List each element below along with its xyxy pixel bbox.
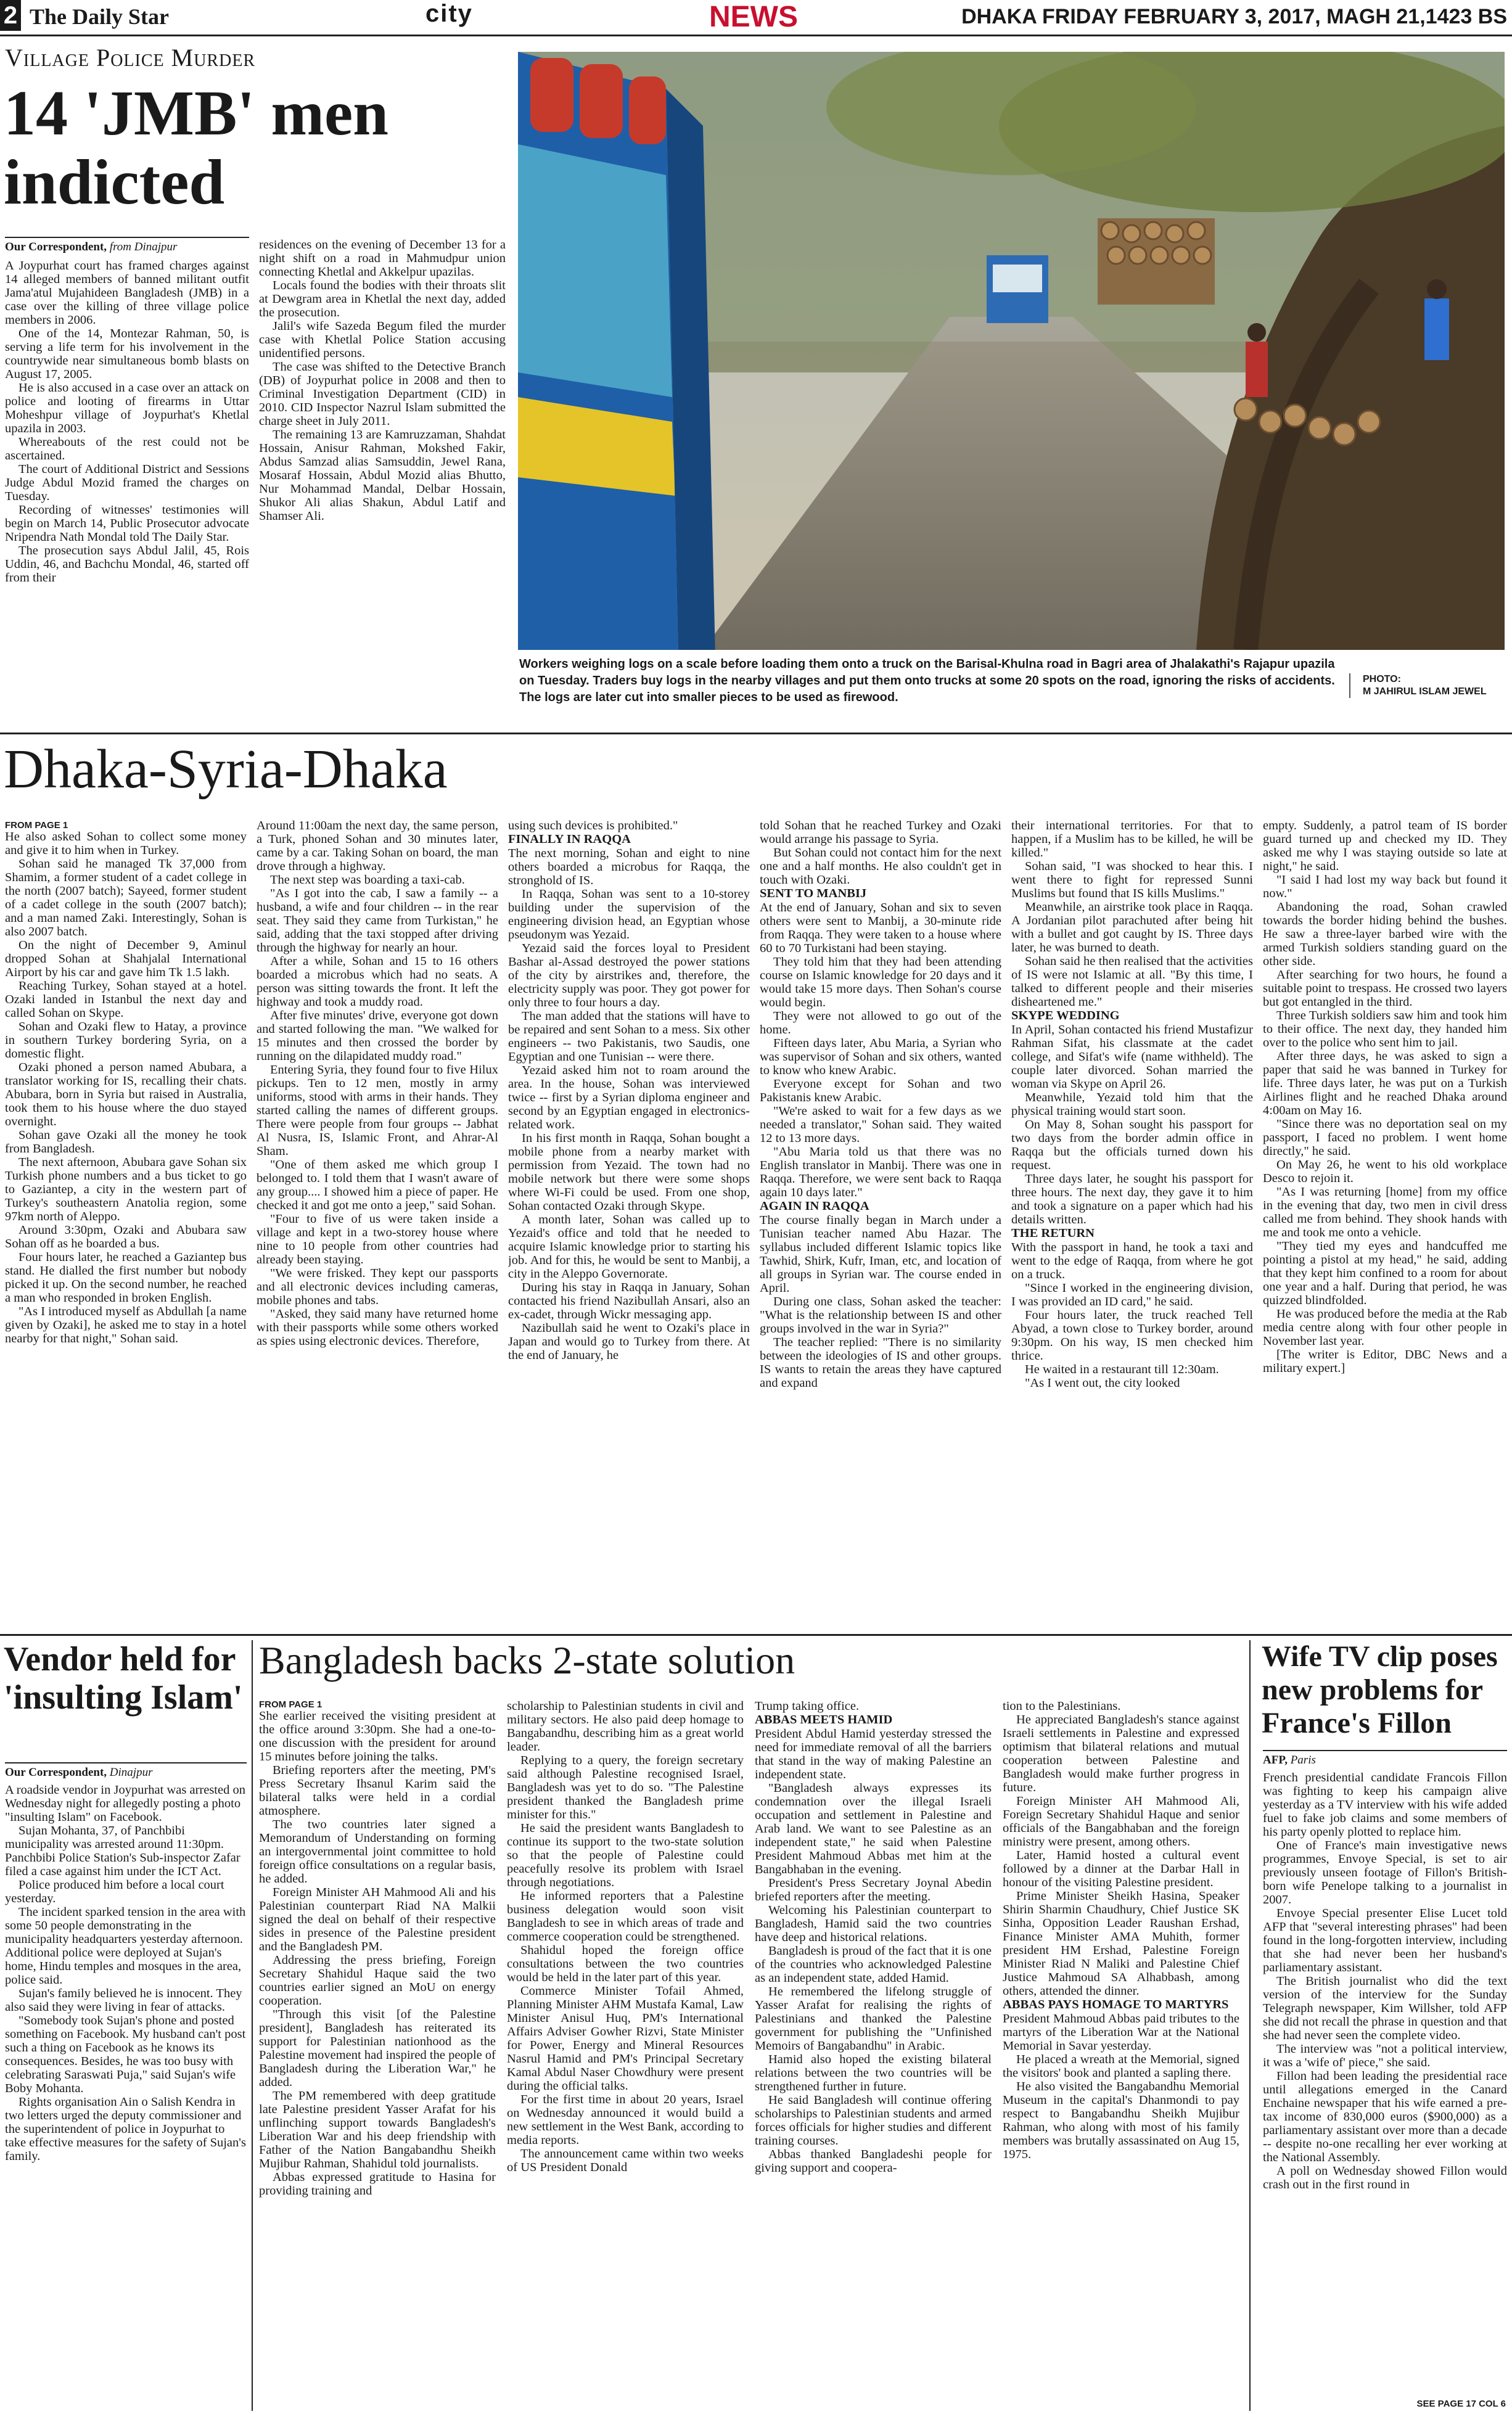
jmb-headline-line2: indicted: [4, 147, 225, 218]
paragraph: "As I went out, the city looked: [1025, 1376, 1180, 1390]
paragraph: The PM remembered with deep gratitude late Palestine president Yasser Arafat for his unflinching support towards Bangladesh's Liberation War and his deep friendship with Father of the Nation Bangabandhu Sheikh Mujibur Rahman, Shahidul told journalists.: [259, 2089, 496, 2170]
paragraph: Locals found the bodies with their throats slit at Dewgram area in Khetlal the next day, added the prosecution.: [259, 279, 506, 319]
paragraph: The next morning, Sohan and eight to nine others boarded a microbus for Raqqa, the stronghold of IS.: [508, 847, 750, 887]
paragraph: Commerce Minister Tofail Ahmed, Planning Minister AHM Mustafa Kamal, Law Minister Anisul Huq, PM's International Affairs Adviser Gowher Rizvi, State Minister for Power, Energy and Mineral Resources Nasrul Hamid and PM's Principal Secretary Kamal Abdul Naser Chowdhury were present during the official talks.: [507, 1984, 744, 2093]
paragraph: Yezaid said the forces loyal to President Bashar al-Assad destroyed the power stations of the city by airstrikes and, therefore, the electricity supply was poor. They got power for only three to four hours a day.: [508, 942, 750, 1009]
paragraph: He said Bangladesh will continue offering scholarships to Palestinian students and armed forces officials for higher studies and different training courses.: [755, 2093, 992, 2148]
paragraph: Briefing reporters after the meeting, PM's Press Secretary Ihsanul Karim said the bilateral talks were held in a cordial atmosphere.: [259, 1763, 496, 1818]
paragraph: "As I got into the cab, I saw a family -- a husband, a wife and four children -- in the rear seat. They said they came from Turkistan," he said, adding that the taxi stopped after driving through the highway for nearly an hour.: [257, 887, 498, 955]
paragraph: One of the 14, Montezar Rahman, 50, is serving a life term for his involvement in the countrywide near simultaneous bomb blasts on August 17, 2005.: [5, 327, 249, 381]
paragraph: They told him that they had been attending course on Islamic knowledge for 20 days and it would take 15 more days. Then Sohan's course would begin.: [760, 955, 1001, 1009]
syria-column-4: [760, 819, 1001, 1624]
paragraph: Sohan and Ozaki flew to Hatay, a province in southern Turkey bordering Syria, on a domestic flight.: [5, 1020, 247, 1061]
paragraph: Prime Minister Sheikh Hasina, Speaker Shirin Sharmin Chaudhury, Chief Justice SK Sinha, Opposition Leader Raushan Ershad, Finance Minister AMA Muhith, former president HM Ershad, Palestine Foreign Minister Riad N Maliki and Palestine Chief Justice Mahmoud SA Alhabbash, among others, attended the dinner.: [1003, 1889, 1239, 1998]
paragraph: After searching for two hours, he found a suitable point to trespass. He crossed two layers but got entangled in the third.: [1263, 968, 1507, 1009]
paragraph: She earlier received the visiting president at the office around 3:30pm. She had a one-to-one discussion with the president for around 15 minutes before joining the talks.: [259, 1709, 496, 1763]
paragraph: After a while, Sohan and 15 to 16 others boarded a microbus which had no seats. A person was sitting towards the front. It left the highway and took a muddy road.: [257, 955, 498, 1009]
bd-headline: Bangladesh backs 2-state solution: [259, 1638, 795, 1682]
paragraph: Foreign Minister AH Mahmood Ali and his Palestinian counterpart Riad NA Malkii signed the deal on behalf of their respective sides in presence of the Palestine president and the Bangladesh PM.: [259, 1886, 496, 1953]
paragraph: Sohan said, "I was shocked to hear this. I went there to fight for repressed Sunni Muslims but found that IS kills Muslims.": [1011, 860, 1253, 900]
paragraph: On the night of December 9, Aminul dropped Sohan at Shahjalal International Airport by his car and gave him Tk 1.5 lakh.: [5, 938, 247, 979]
vendor-headline: Vendor held for 'insulting Islam': [4, 1640, 243, 1717]
section-label: city: [425, 0, 473, 27]
paragraph: Bangladesh is proud of the fact that it is one of the countries who acknowledged Palestine as an independent state, added Hamid.: [755, 1944, 992, 1985]
subheading: ABBAS MEETS HAMID: [755, 1713, 893, 1726]
vendor-byline: Our Correspondent, Dinajpur: [5, 1762, 247, 1780]
paragraph: Abbas expressed gratitude to Hasina for providing training and: [259, 2170, 496, 2198]
fillon-body: [1263, 1771, 1507, 2394]
paragraph: Four hours later, he reached a Gaziantep bus stand. He dialled the first number but nobody picked it up. On the second number, he reached a man who responded in broken English.: [5, 1250, 247, 1305]
paragraph: "As I was returning [home] from my office in the evening that day, two men in civil dress called me from behind. They shook hands with me and took me onto a vehicle.: [1263, 1185, 1507, 1239]
paragraph: "I said I had lost my way back but found it now.": [1263, 873, 1507, 900]
paragraph: Police produced him before a local court yesterday.: [5, 1878, 224, 1905]
paragraph: "They tied my eyes and handcuffed me pointing a pistol at my head," he said, adding that they kept him confined to a room for about one year and a half. During that period, he was quizzed blindfolded.: [1263, 1239, 1507, 1307]
paragraph: Three Turkish soldiers saw him and took him to their office. The next day, they handed him over to the police who sent him to jail.: [1263, 1009, 1507, 1049]
paragraph: The next step was boarding a taxi-cab.: [270, 873, 465, 887]
paragraph: For the first time in about 20 years, Israel on Wednesday announced it would build a new settlement in the West Bank, according to media reports.: [507, 2093, 744, 2147]
paragraph: During his stay in Raqqa in January, Sohan contacted his friend Nazibullah Ansari, also an ex-cadet, through Wickr messaging app.: [508, 1281, 750, 1321]
paragraph: He appreciated Bangladesh's stance against Israeli settlements in Palestine and expressed optimism that bilateral relations and mutual cooperation between Palestine and Bangladesh would make further progress in future.: [1003, 1713, 1239, 1794]
paragraph: Around 11:00am the next day, the same person, a Turk, phoned Sohan and 30 minutes later, came by a car. Taking Sohan on board, the man drove through a highway.: [257, 819, 498, 873]
fillon-byline: AFP, Paris: [1263, 1750, 1507, 1767]
paragraph: "Since I worked in the engineering division, I was provided an ID card," he said.: [1011, 1281, 1253, 1308]
paragraph: The man added that the stations will have to be repaired and sent Sohan to a mess. Six other engineers -- two Pakistanis, two Saudis, one Egyptian and one Tunisian -- were there.: [508, 1009, 750, 1064]
paragraph: In April, Sohan contacted his friend Mustafizur Rahman Sifat, his classmate at the cadet college, and Sifat's wife (name withheld). The couple later divorced. Sohan married the woman via Skype on April 26.: [1011, 1023, 1253, 1091]
paragraph: The remaining 13 are Kamruzzaman, Shahdat Hossain, Anisur Rahman, Mokshed Fakir, Abdus Samzad alias Samsuddin, Jewel Rana, Mosaraf Hossain, Abdul Mozid alias Bhutto, Nur Mohammad Mandal, Delbar Hossain, Shukor Ali alias Shakun, Abdul Latif and Shamser Ali.: [259, 428, 506, 523]
paragraph: "One of them asked me which group I belonged to. I told them that I wasn't aware of any group.... I showed him a piece of paper. He checked it and got me onto a jeep," said Sohan.: [257, 1158, 498, 1212]
paragraph: Meanwhile, an airstrike took place in Raqqa. A Jordanian pilot parachuted after being hit with a bullet and got caught by IS. Three days later, he was burned to death.: [1011, 900, 1253, 955]
paragraph: Reaching Turkey, Sohan stayed at a hotel. Ozaki landed in Istanbul the next day and called Sohan on Skype.: [5, 979, 247, 1020]
paragraph: He also visited the Bangabandhu Memorial Museum in the capital's Dhanmondi to pay respect to Bangabandhu Sheikh Mujibur Rahman, who along with most of his family members was brutally assassinated on Aug 15, 1975.: [1003, 2080, 1239, 2161]
jmb-column-2: [259, 238, 506, 728]
paragraph: Later, Hamid hosted a cultural event followed by a dinner at the Darbar Hall in honour of the visiting Palestine president.: [1003, 1849, 1239, 1889]
paragraph: their international territories. For that to happen, if a Muslim has to be killed, he will be killed.": [1011, 819, 1253, 860]
fillon-headline: Wife TV clip poses new problems for France's Fillon: [1262, 1640, 1498, 1739]
subheading: FINALLY IN RAQQA: [508, 832, 631, 846]
news-photo: [518, 52, 1505, 650]
paragraph: During one class, Sohan asked the teacher: "What is the relationship between IS and other groups involved in the war in Syria?": [760, 1295, 1001, 1336]
paragraph: With the passport in hand, he took a taxi and went to the edge of Raqqa, from where he got on a truck.: [1011, 1241, 1253, 1281]
paragraph: The British journalist who did the text version of the interview for the Sunday Telegraph newspaper, Kim Willsher, told AFP she did not recall the phrase in question and that she had never seen the complete video.: [1263, 1974, 1507, 2042]
paragraph: Envoye Special presenter Elise Lucet told AFP that "several interesting phrases" had been found in the long-forgotten interview, including that she had never been her husband's parliamentary assistant.: [1263, 1907, 1507, 1974]
jmb-headline-line1: 14 'JMB' men: [4, 78, 388, 149]
paragraph: Recording of witnesses' testimonies will begin on March 14, Public Prosecutor advocate Nripendra Nath Mondal told The Daily Star.: [5, 503, 249, 544]
paragraph: They were not allowed to go out of the home.: [760, 1009, 1001, 1037]
paper-name: The Daily Star: [30, 4, 170, 29]
paragraph: "Bangladesh always expresses its condemnation over the illegal Israeli occupation and settlement in Palestine and Arab land. We want to see Palestine as an independent state," he said when Palestine President Mahmoud Abbas met him at the Bangabhaban in the evening.: [755, 1781, 992, 1876]
syria-column-1: [5, 830, 247, 1624]
paragraph: Hamid also hoped the existing bilateral relations between the two countries will be strengthened further in future.: [755, 2053, 992, 2093]
paragraph: told Sohan that he reached Turkey and Ozaki would arrange his passage to Syria.: [760, 819, 1001, 846]
paragraph: Everyone except for Sohan and two Pakistanis knew Arabic.: [760, 1077, 1001, 1104]
paragraph: On May 26, he went to his old workplace Desco to rejoin it.: [1263, 1158, 1507, 1185]
paragraph: Sohan gave Ozaki all the money he took from Bangladesh.: [5, 1128, 247, 1156]
syria-from-page: FROM PAGE 1: [5, 820, 68, 831]
paragraph: The incident sparked tension in the area with some 50 people demonstrating in the municipality headquarters yesterday afternoon. Additional police were deployed at Sujan's home, Hindu temples and mosques in the area, police said.: [5, 1905, 246, 1987]
section-divider-2: [0, 1634, 1512, 1636]
paragraph: Abbas thanked Bangladeshi people for giving support and coopera-: [755, 2148, 992, 2175]
paragraph: Replying to a query, the foreign secretary said although Palestine recognised Israel, Bangladesh was yet to do so. "The Palestine president thanked the Bangladesh prime minister for this.": [507, 1754, 744, 1821]
paragraph: Around 3:30pm, Ozaki and Abubara saw Sohan off as he boarded a bus.: [5, 1223, 247, 1250]
paragraph: "Asked, they said many have returned home with their passports while some others worked as spies using electronic devices. Therefore,: [257, 1307, 498, 1348]
jmb-headline: [4, 79, 509, 217]
paragraph: Sujan's family believed he is innocent. They also said they were living in fear of attacks.: [5, 1987, 242, 2014]
paragraph: Yezaid asked him not to roam around the area. In the house, Sohan was interviewed twice -- first by a Syrian diploma engineer and second by an Egyptian engaged in electronics-related work.: [508, 1064, 750, 1131]
bd-column-4: [1003, 1699, 1239, 2411]
paragraph: The announcement came within two weeks of US President Donald: [507, 2147, 744, 2174]
page-header: [0, 0, 1512, 36]
paragraph: Welcoming his Palestinian counterpart to Bangladesh, Hamid said the two countries have deep and historical relations.: [755, 1903, 992, 1944]
jmb-kicker: Village Police Murder: [5, 44, 256, 72]
paragraph: He remembered the lifelong struggle of Yasser Arafat for realising the rights of Palestinians and thanked the Palestine government for publishing the "Unfinished Memoirs of Bangabandhu" in Arabic.: [755, 1985, 992, 2053]
syria-column-2: [257, 819, 498, 1624]
paragraph: A roadside vendor in Joypurhat was arrested on Wednesday night for allegedly posting a photo "insulting Islam" on Facebook.: [5, 1783, 245, 1824]
paragraph: He informed reporters that a Palestine business delegation would soon visit Bangladesh to see in which areas of trade and commerce cooperation could be strengthened.: [507, 1889, 744, 1944]
paragraph: Shahidul hoped the foreign office consultations between the two countries would be held in the later part of this year.: [507, 1944, 744, 1984]
paragraph: Nazibullah said he went to Ozaki's place in Japan and would go to Turkey from there. At the end of January, he: [508, 1321, 750, 1362]
paragraph: Sohan said he then realised that the activities of IS were not Islamic at all. "By this time, I talked to different people and their miseries disheartened me.": [1011, 955, 1253, 1009]
paragraph: Whereabouts of the rest could not be ascertained.: [5, 435, 249, 462]
paragraph: On May 8, Sohan sought his passport for two days from the border admin office in Raqqa but the officials turned down his request.: [1011, 1118, 1253, 1172]
paragraph: empty. Suddenly, a patrol team of IS border guard turned up and checked my ID. They asked me why I was staying outside so late at night," he said.: [1263, 819, 1507, 873]
paragraph: At the end of January, Sohan and six to seven others were sent to Manbij, a 30-minute ride from Raqqa. They were taken to a house where 60 to 70 Turkistani had been staying.: [760, 901, 1001, 955]
paragraph: "Four to five of us were taken inside a village and kept in a two-storey house where nine to 10 people from other countries had already been staying.: [257, 1212, 498, 1267]
subheading: SKYPE WEDDING: [1011, 1009, 1120, 1022]
syria-column-6: [1263, 819, 1507, 1624]
logging-road-illustration: [518, 52, 1505, 650]
paragraph: Sujan Mohanta, 37, of Panchbibi municipality was arrested around 11:30pm. Panchbibi Police Station's Sub-inspector Zafar filed a case against him under the ICT Act.: [5, 1824, 240, 1878]
syria-headline: Dhaka-Syria-Dhaka: [4, 739, 448, 800]
bd-column-1: [259, 1709, 496, 2411]
paragraph: But Sohan could not contact him for the next one and a half months. He also couldn't get in touch with Ozaki.: [760, 846, 1001, 887]
dateline: DHAKA FRIDAY FEBRUARY 3, 2017, MAGH 21,1423 BS: [961, 5, 1507, 28]
paragraph: He was produced before the media at the Rab media centre along with four other people in November last year.: [1263, 1307, 1507, 1348]
paragraph: tion to the Palestinians.: [1003, 1699, 1121, 1713]
paragraph: President's Press Secretary Joynal Abedin briefed reporters after the meeting.: [755, 1876, 992, 1903]
paragraph: "Somebody took Sujan's phone and posted something on Facebook. My husband can't post such a thing on Facebook as he knows its consequences. Besides, he was too busy with celebrating Saraswati Puja," said Sujan's wife Boby Mohanta.: [5, 2014, 246, 2095]
paragraph: Rights organisation Ain o Salish Kendra in two letters urged the deputy commissioner and the superintendent of police in Joypurhat to take effective measures for the safety of Sujan's family.: [5, 2095, 246, 2163]
paragraph: Three days later, he sought his passport for three hours. The next day, they gave it to him and took a signature on a paper which had his details written.: [1011, 1172, 1253, 1226]
paragraph: He waited in a restaurant till 12:30am.: [1025, 1363, 1219, 1376]
paragraph: residences on the evening of December 13 for a night shift on a road in Mahmudpur union connecting Khetlal and Akkelpur upazilas.: [259, 238, 506, 279]
paragraph: The court of Additional District and Sessions Judge Abdul Mozid framed the charges on Tuesday.: [5, 462, 249, 503]
paragraph: After three days, he was asked to sign a paper that said he was banned in Turkey for life. Three days later, he was put on a Turkish Airlines flight and he reached Dhaka around 4:00am on May 16.: [1263, 1049, 1507, 1117]
bd-column-3: [755, 1699, 992, 2411]
subheading: ABBAS PAYS HOMAGE TO MARTYRS: [1003, 1998, 1229, 2011]
paragraph: He said the president wants Bangladesh to continue its support to the two-state solution so that the people of Palestine could peacefully resolve its problem with Israel through negotiations.: [507, 1821, 744, 1889]
photo-credit-label: PHOTO:: [1363, 674, 1401, 684]
photo-caption: Workers weighing logs on a scale before loading them onto a truck on the Barisal-Khulna road in Bagri area of Jhalakathi's Rajapur upazila on Tuesday. Traders buy logs in the nearby villages and put them onto trucks at some 20 spots on the road, ignoring the risks of accidents. The logs are later cut into smaller pieces to be used as firewood.: [519, 657, 1335, 704]
paragraph: Foreign Minister AH Mahmood Ali, Foreign Secretary Shahidul Haque and senior officials of the Bangabhaban and the foreign ministry were present, among others.: [1003, 1794, 1239, 1849]
paragraph: scholarship to Palestinian students in civil and military sectors. He also paid deep homage to Bangabandhu, describing him as a great world leader.: [507, 1699, 744, 1754]
jmb-byline: Our Correspondent, from Dinajpur: [5, 237, 249, 254]
paragraph: The interview was "not a political interview, it was a 'wife of' piece," she said.: [1263, 2042, 1507, 2069]
paragraph: French presidential candidate Francois Fillon was fighting to keep his campaign alive yesterday as a TV interview with his wife added fuel to fake job claims and some members of his party openly plotted to replace him.: [1263, 1771, 1507, 1839]
subheading: SENT TO MANBIJ: [760, 887, 867, 900]
paragraph: President Abdul Hamid yesterday stressed the need for immediate removal of all the barriers that stand in the way of making Palestine an independent state.: [755, 1727, 992, 1781]
paragraph: The prosecution says Abdul Jalil, 45, Rois Uddin, 46, and Bachchu Mondal, 46, started off from their: [5, 544, 249, 585]
paragraph: He also asked Sohan to collect some money and give it to him when in Turkey.: [5, 830, 247, 857]
paragraph: Sohan said he managed Tk 37,000 from Shamim, a former student of a cadet college in the north (2007 batch); Sayeed, former student of a cadet college in the south (2007 batch); and a man named Zaki. Interestingly, Sohan is also 2007 batch.: [5, 857, 247, 938]
vendor-body: [5, 1783, 247, 2411]
paragraph: [The writer is Editor, DBC News and a military expert.]: [1263, 1348, 1507, 1375]
vertical-rule-left: [252, 1640, 253, 2411]
paragraph: Fifteen days later, Abu Maria, a Syrian who was supervisor of Sohan and six others, wanted to know who knew Arabic.: [760, 1037, 1001, 1077]
vertical-rule-right: [1249, 1640, 1251, 2411]
paragraph: The case was shifted to the Detective Branch (DB) of Joypurhat police in 2008 and then to Criminal Investigation Department (CID) in 2010. CID Inspector Nazrul Islam submitted the charge sheet in July 2011.: [259, 360, 506, 428]
subheading: THE RETURN: [1011, 1226, 1095, 1240]
paragraph: In his first month in Raqqa, Sohan bought a mobile phone from a nearby market with permission from Yezaid. The town had no mobile network but there were some shops where Wi-Fi could be used. From one shop, Sohan contacted Ozaki through Skype.: [508, 1131, 750, 1213]
syria-column-3: [508, 819, 750, 1624]
bd-column-2: [507, 1699, 744, 2411]
paragraph: He placed a wreath at the Memorial, signed the visitors' book and planted a sapling there.: [1003, 2053, 1239, 2080]
paragraph: Four hours later, the truck reached Tell Abyad, a town close to Turkey border, around 9:30pm. On his way, IS men checked him thrice.: [1011, 1308, 1253, 1363]
photo-credit: [1349, 673, 1512, 698]
paragraph: One of France's main investigative news programmes, Envoye Special, is set to air previously unseen footage of Fillon's British-born wife Penelope talking to a journalist in 2007.: [1263, 1839, 1507, 1907]
paragraph: "Abu Maria told us that there was no English translator in Manbij. There was one in Raqqa. Therefore, we were sent back to Raqqa again 10 days later.": [760, 1145, 1001, 1199]
paragraph: A poll on Wednesday showed Fillon would crash out in the first round in: [1263, 2164, 1507, 2191]
paragraph: After five minutes' drive, everyone got down and started following the man. "We walked for 15 minutes and then crossed the border by running on the dilapidated muddy road.": [257, 1009, 498, 1063]
paragraph: Ozaki phoned a person named Abubara, a translator working for IS, recalling their chats. Abubara, born in Syria but raised in Australia, took them to his house where the duo stayed overnight.: [5, 1061, 247, 1128]
section-right-label: NEWS: [709, 1, 798, 33]
paragraph: Trump taking office.: [755, 1699, 860, 1713]
paragraph: "We're asked to wait for a few days as we needed a translator," Sohan said. They waited 12 to 13 more days.: [760, 1104, 1001, 1145]
paragraph: "As I introduced myself as Abdullah [a name given by Ozaki], he asked me to stay in a hotel nearby for that night," Sohan said.: [5, 1305, 247, 1345]
paragraph: He is also accused in a case over an attack on police and looting of firearms in Uttar Moheshpur village of Joypurhat's Khetlal upazila in 2003.: [5, 381, 249, 435]
paragraph: The teacher replied: "There is no similarity between the ideologies of IS and other groups. IS wants to retain the areas they have captured and expand: [760, 1336, 1001, 1390]
paragraph: Jalil's wife Sazeda Begum filed the murder case with Khetlal Police Station accusing unidentified persons.: [259, 319, 506, 360]
paragraph: The two countries later signed a Memorandum of Understanding on forming an intergovernmental joint committee to hold foreign office consultations on a regular basis, he added.: [259, 1818, 496, 1886]
see-page-jump: SEE PAGE 17 COL 6: [1416, 2399, 1506, 2409]
paragraph: A month later, Sohan was called up to Yezaid's office and told that he needed to acquire Islamic knowledge prior to starting his job. And for this, he would be sent to Manbij, a city in the Aleppo Governorate.: [508, 1213, 750, 1281]
paragraph: using such devices is prohibited.": [508, 819, 678, 832]
subheading: AGAIN IN RAQQA: [760, 1199, 869, 1213]
jmb-column-1: [5, 259, 249, 728]
page-number: 2: [0, 0, 21, 31]
paragraph: The next afternoon, Abubara gave Sohan six Turkish phone numbers and a bus ticket to go to Gaziantep, a city in the western part of Turkey's southeastern Anatolia region, some 97km north of Aleppo.: [5, 1156, 247, 1223]
paragraph: President Mahmoud Abbas paid tributes to the martyrs of the Liberation War at the National Memorial in Savar yesterday.: [1003, 2012, 1239, 2053]
paragraph: Entering Syria, they found four to five Hilux pickups. Ten to 12 men, mostly in army uniforms, stood with arms in their hands. They started calling the names of different groups. There were people from four groups -- Jabhat Al Nusra, IS, Islamic Front, and Ahrar-Al Sham.: [257, 1063, 498, 1158]
section-divider: [0, 733, 1512, 734]
paragraph: A Joypurhat court has framed charges against 14 alleged members of banned militant outfit Jama'atul Mujahideen Bangladesh (JMB) in a case over the killing of three village police members in 2006.: [5, 259, 249, 327]
paragraph: Fillon had been leading the presidential race until allegations emerged in the Canard Enchaine newspaper that his wife earned a pre-tax income of 830,000 euros ($900,000) as a parliamentary assistant over more than a decade -- despite no-one recalling her ever working at the National Assembly.: [1263, 2069, 1507, 2164]
paragraph: Addressing the press briefing, Foreign Secretary Shahidul Haque said the two countries earlier signed an MoU on energy cooperation.: [259, 1953, 496, 2008]
paragraph: "We were frisked. They kept our passports and all electronic devices including cameras, mobile phones and tabs.: [257, 1267, 498, 1307]
photo-credit-name: M JAHIRUL ISLAM JEWEL: [1363, 686, 1487, 697]
paragraph: In Raqqa, Sohan was sent to a 10-storey building under the supervision of the engineering division head, an Egyptian whose pseudonym was Yezaid.: [508, 887, 750, 942]
paragraph: "Since there was no deportation seal on my passport, I faced no problem. I went home directly," he said.: [1263, 1117, 1507, 1158]
paragraph: Meanwhile, Yezaid told him that the physical training would start soon.: [1011, 1091, 1253, 1118]
syria-column-5: [1011, 819, 1253, 1624]
paragraph: "Through this visit [of the Palestine president], Bangladesh has reiterated its support for Palestinian nationhood as the Palestine movement had inspired the people of Bangladesh during the Liberation War," he added.: [259, 2008, 496, 2089]
paragraph: Abandoning the road, Sohan crawled towards the border hiding behind the bushes. He saw a three-layer barbed wire with the armed Turkish soldiers standing guard on the other side.: [1263, 900, 1507, 968]
bd-from-page: FROM PAGE 1: [259, 1699, 323, 1710]
paragraph: The course finally began in March under a Tunisian teacher named Abu Hazar. The syllabus included different Islamic topics like Tawhid, Shirk, Kufr, Iman, etc, and location of all groups in Syrian war. The course ended in April.: [760, 1213, 1001, 1295]
